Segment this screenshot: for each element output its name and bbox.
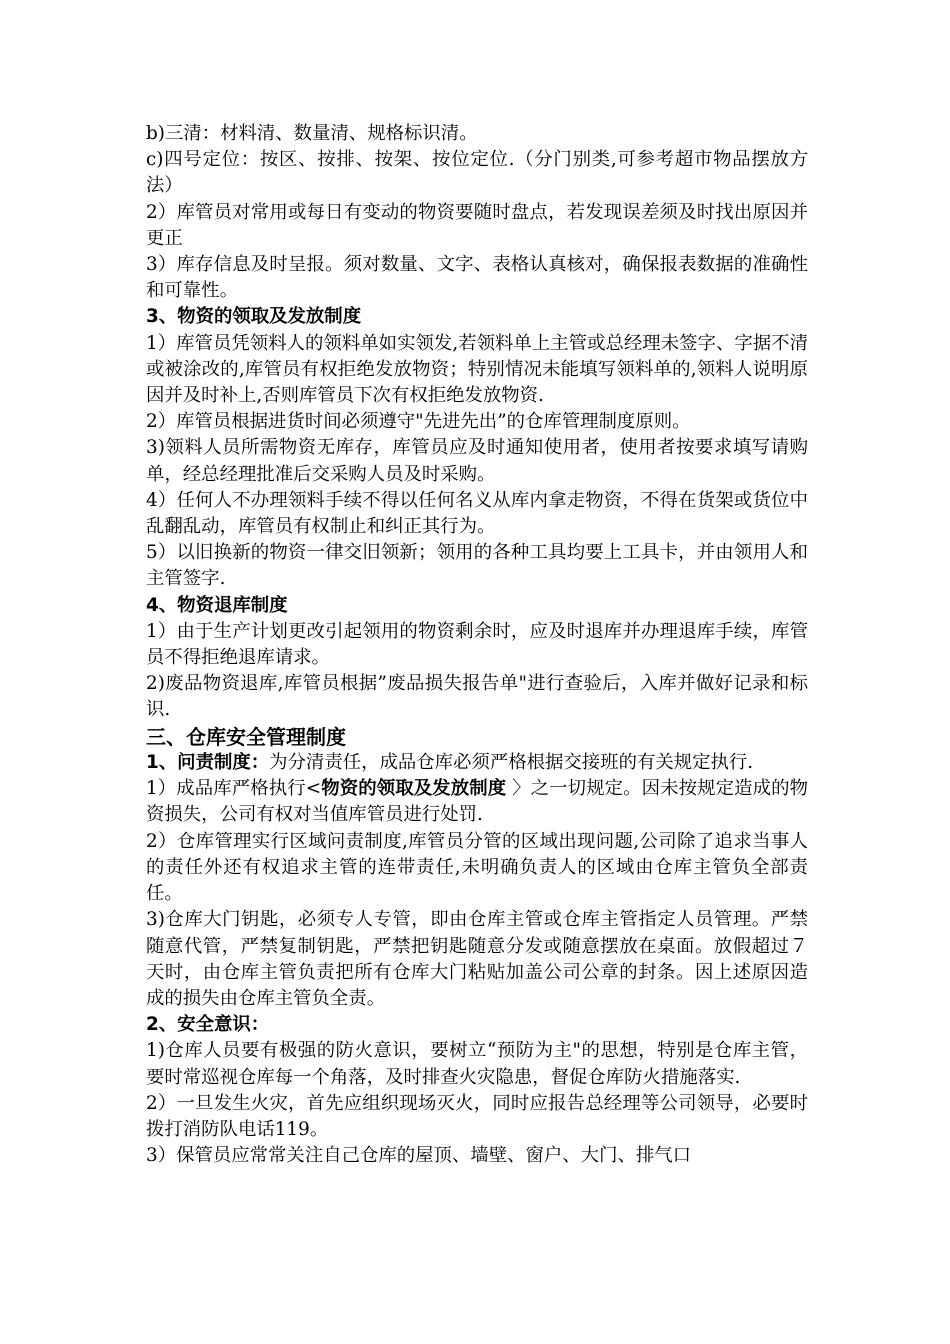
paragraph-fire-response: 2）一旦发生火灾，首先应组织现场灭火，同时应报告总经理等公司领导，必要时拨打消防队电话119。 xyxy=(146,1092,808,1140)
paragraph-return-surplus: 1）由于生产计划更改引起领用的物资剩余时，应及时退库并办理退库手续，库管员不得拒绝退库请求。 xyxy=(146,620,808,669)
paragraph-four-location: c)四号定位：按区、按排、按架、按位定位.（分门别类,可参考超市物品摆放方法） xyxy=(146,149,808,197)
section-heading-safety-awareness: 2、安全意识： xyxy=(146,1014,270,1036)
accountability-label: 1、问责制度： xyxy=(146,752,270,774)
paragraph-three-clear: b)三清：材料清、数量清、规格标识清。 xyxy=(146,123,478,144)
paragraph-zone-responsibility: 2）仓库管理实行区域问责制度,库管员分管的区域出现问题,公司除了追求当事人的责任外还有权追求主管的连带责任,未明确负责人的区域由仓库主管负全部责任。 xyxy=(146,830,808,905)
paragraph-procedure: 4）任何人不办理领料手续不得以任何名义从库内拿走物资，不得在货架或货位中乱翻乱动，库管员有权制止和纠正其行为。 xyxy=(146,489,808,538)
paragraph-inventory-report: 3）库存信息及时呈报。须对数量、文字、表格认真核对，确保报表数据的准确性和可靠性。 xyxy=(146,254,808,302)
paragraph-fifo: 2）库管员根据进货时间必须遵守"先进先出”的仓库管理制度原则。 xyxy=(146,411,691,433)
finished-goods-reference: 物资的领取及发放制度 xyxy=(321,778,507,800)
paragraph-no-stock: 3)领料人员所需物资无库存，库管员应及时通知使用者，使用者按要求填写请购单，经总经理批准后交采购人员及时采购。 xyxy=(146,437,808,485)
paragraph-requisition: 1）库管员凭领料人的领料单如实领发,若领料单上主管或总经理未签字、字据不清或被涂改的,库管员有权拒绝发放物资；特别情况未能填写领料单的,领料人说明原因并及时补上,否则库管员下次有权拒绝发放物资. xyxy=(146,332,808,407)
document-body xyxy=(146,121,808,1169)
paragraph-keys: 3)仓库大门钥匙，必须专人专管，即由仓库主管或仓库主管指定人员管理。严禁随意代管，严禁复制钥匙，严禁把钥匙随意分发或随意摆放在桌面。放假超过７天时，由仓库主管负责把所有仓库大门粘贴加盖公司公章的封条。因上述原因造成的损失由仓库主管负全责。 xyxy=(146,909,808,1009)
accountability-text: 为分清责任，成品仓库必须严格根据交接班的有关规定执行. xyxy=(269,752,754,774)
paragraph-fire-prevention: 1)仓库人员要有极强的防火意识，要树立“预防为主"的思想，特别是仓库主管，要时常巡视仓库每一个角落，及时排查火灾隐患，督促仓库防火措施落实. xyxy=(146,1040,808,1088)
paragraph-inventory-check: 2）库管员对常用或每日有变动的物资要随时盘点，若发现误差须及时找出原因并更正 xyxy=(146,201,808,249)
section-heading-issue-distribution: 3、物资的领取及发放制度 xyxy=(146,306,362,328)
section-heading-return: 4、物资退库制度 xyxy=(146,594,288,616)
paragraph-return-waste: 2)废品物资退库,库管员根据”废品损失报告单"进行查验后，入库并做好记录和标识. xyxy=(146,673,808,721)
paragraph-exchange: 5）以旧换新的物资一律交旧领新；领用的各种工具均要上工具卡，并由领用人和主管签字. xyxy=(146,542,808,590)
finished-goods-text-a: 1）成品库严格执行< xyxy=(146,778,322,800)
finished-goods-text-b: 〉之一切规定。因未按规定造成的物资损失，公司有权对当值库管员进行处罚. xyxy=(146,778,808,826)
paragraph-finished-goods xyxy=(146,776,808,828)
paragraph-building-check: 3）保管员应常常关注自己仓库的屋顶、墙壁、窗户、大门、排气口 xyxy=(146,1145,692,1167)
chapter-heading-safety: 三、仓库安全管理制度 xyxy=(146,724,346,749)
paragraph-accountability xyxy=(146,750,808,776)
